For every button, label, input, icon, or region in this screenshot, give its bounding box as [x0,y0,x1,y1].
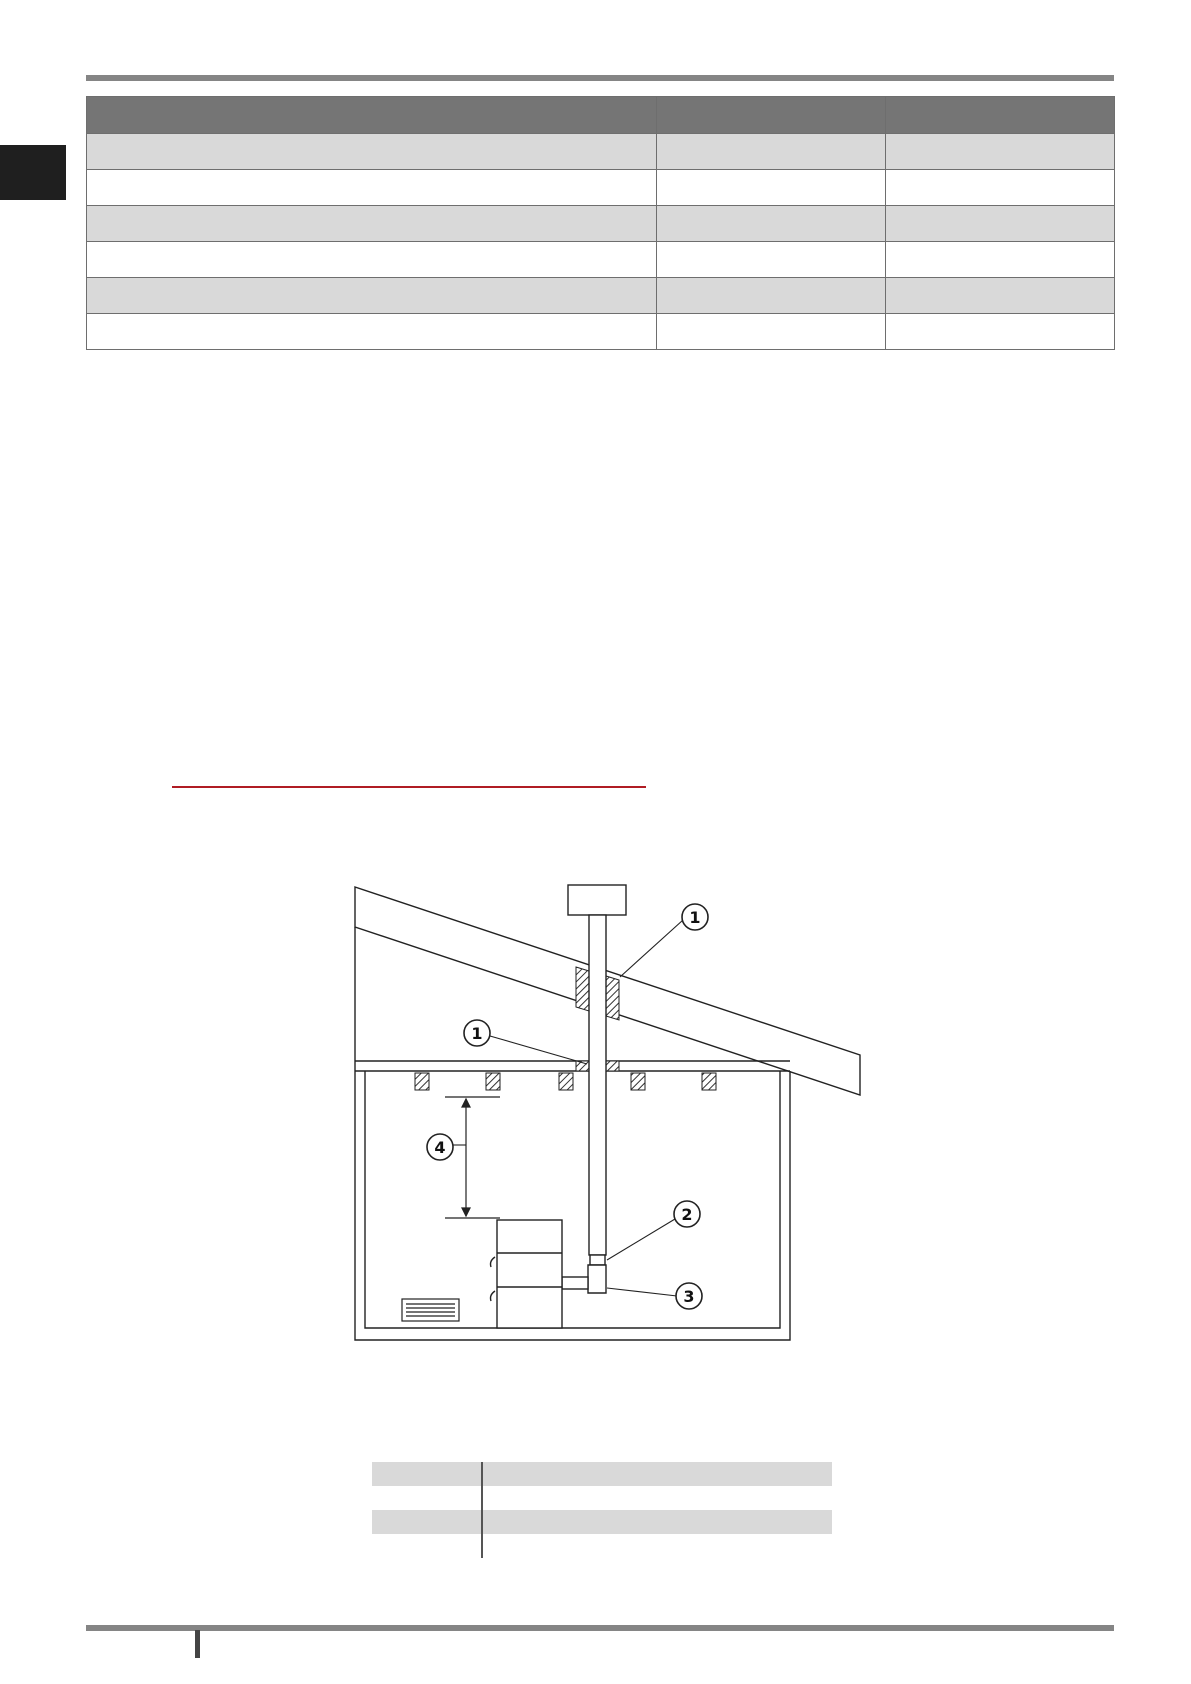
spec-table-header [87,97,1115,134]
table-cell [886,206,1115,242]
legend-row [372,1510,832,1534]
section-underline [172,786,646,788]
table-cell [87,170,657,206]
table-cell [87,206,657,242]
table-cell [657,134,886,170]
callout-label: 4 [434,1138,446,1157]
horizontal-connector [562,1277,588,1289]
legend-key [372,1510,482,1534]
legend-key [372,1462,482,1486]
header-rule [86,75,1114,81]
table-cell [886,314,1115,350]
table-cell [87,134,657,170]
table-row [87,170,1115,206]
legend-value [482,1534,832,1558]
callout-label: 2 [681,1205,693,1224]
legend-value [482,1510,832,1534]
table-cell [657,206,886,242]
installation-diagram [350,875,870,1345]
pipe-adapter [590,1255,605,1265]
ceiling-seal-right [606,1061,619,1071]
header-cell [886,97,1115,134]
table-cell [657,278,886,314]
joist [631,1073,645,1090]
legend-row [372,1462,832,1486]
legend-value [482,1462,832,1486]
joists [415,1073,716,1090]
chimney-cap [568,885,626,915]
table-row [87,134,1115,170]
joist [702,1073,716,1090]
legend-row [372,1534,832,1558]
ventilation-grille [402,1299,459,1321]
table-cell [87,242,657,278]
roof-seal-left [576,967,589,1011]
table-row [87,206,1115,242]
legend-row [372,1486,832,1510]
spec-table [86,96,1115,350]
diagram-svg [350,875,870,1345]
footer-rule [86,1625,1114,1631]
legend-key [372,1534,482,1558]
elbow-connector [588,1265,606,1293]
roof-seal-right [606,976,619,1020]
table-cell [657,314,886,350]
table-row [87,314,1115,350]
table-cell [87,278,657,314]
table-cell [657,170,886,206]
callout-label: 1 [471,1024,483,1043]
table-cell [886,170,1115,206]
table-row [87,242,1115,278]
section-tab [0,145,66,200]
table-cell [87,314,657,350]
table-cell [886,278,1115,314]
page-marker [195,1630,200,1658]
flue-pipe [589,915,606,1255]
legend-key [372,1486,482,1510]
legend-table [372,1462,832,1558]
callout-label: 3 [683,1287,695,1306]
table-row [87,278,1115,314]
joist [415,1073,429,1090]
legend-value [482,1486,832,1510]
clearance-dimension [445,1097,500,1218]
header-cell [657,97,886,134]
callout-label: 1 [689,908,701,927]
joist [559,1073,573,1090]
header-cell [87,97,657,134]
joist [486,1073,500,1090]
table-cell [886,134,1115,170]
table-cell [886,242,1115,278]
table-cell [657,242,886,278]
boiler [497,1220,562,1328]
